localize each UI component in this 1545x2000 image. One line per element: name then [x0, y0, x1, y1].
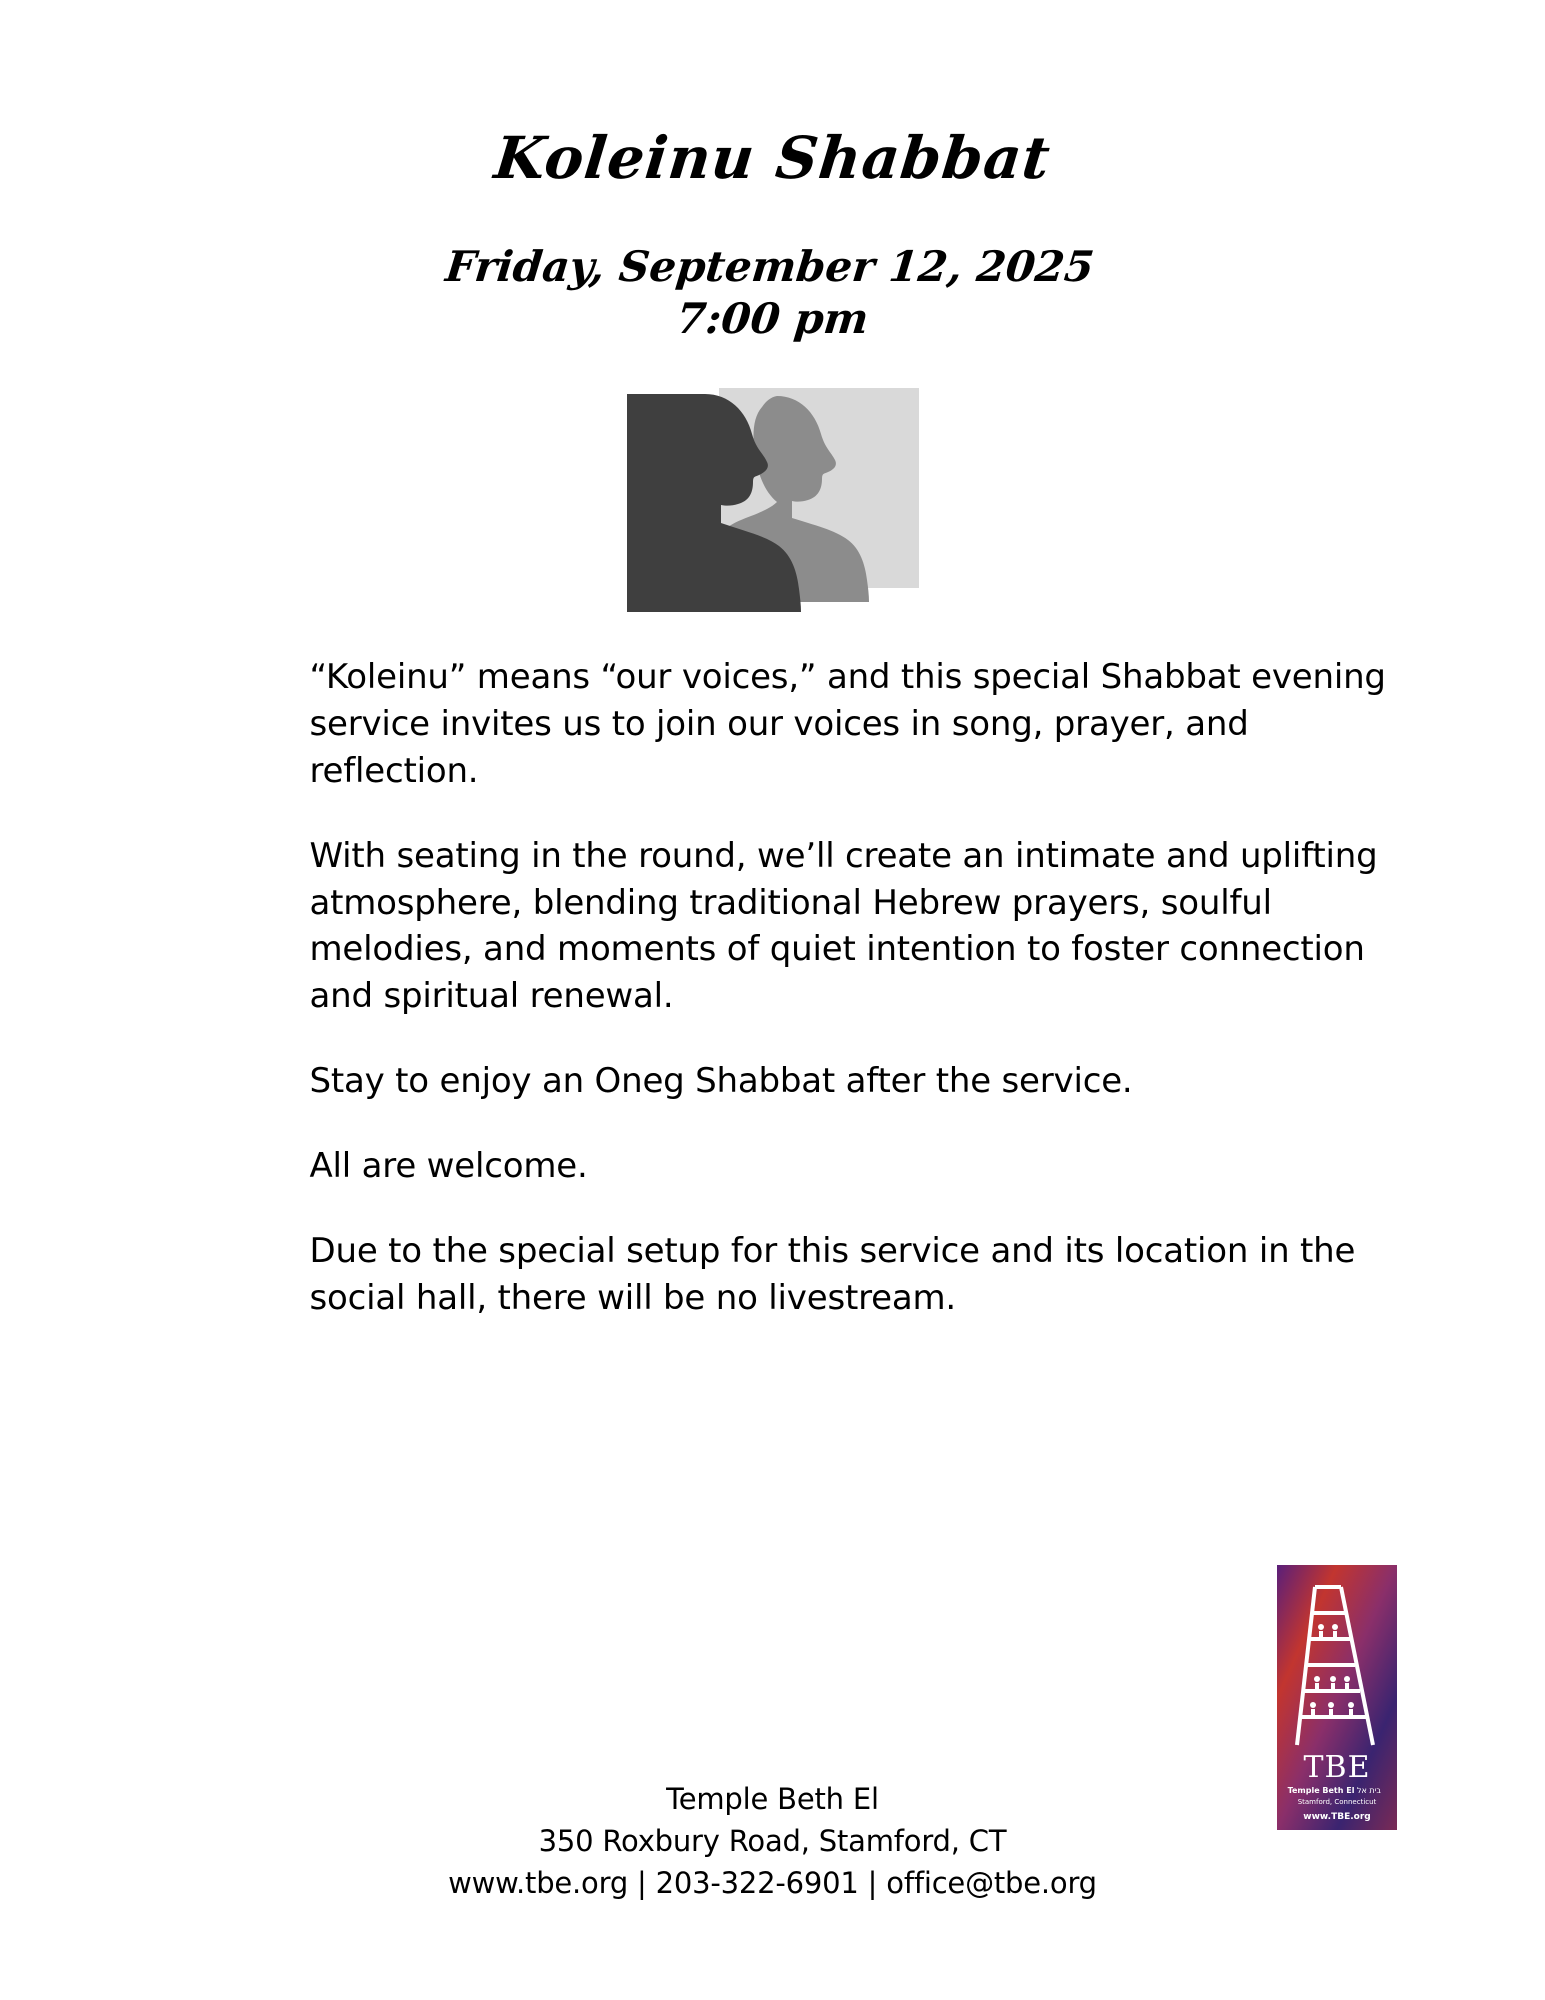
body-text	[158, 626, 1388, 1322]
title-block	[0, 0, 1545, 346]
paragraph-2: With seating in the round, we’ll create an intimate and uplifting atmosphere, blending traditional Hebrew prayers, soulful melodies, and moments of quiet intention to foster connection and spiritual renewal.	[309, 835, 1378, 1017]
footer-organization: Temple Beth El	[666, 1781, 879, 1816]
paragraph-1: “Koleinu” means “our voices,” and this special Shabbat evening service invites us to join our voices in song, prayer, and reflection.	[309, 656, 1386, 791]
event-time: 7:00 pm	[674, 294, 871, 344]
footer-contact[interactable]: www.tbe.org | 203-322-6901 | office@tbe.org	[448, 1865, 1097, 1900]
footer-address: 350 Roxbury Road, Stamford, CT	[538, 1823, 1007, 1858]
svg-text:TBE: TBE	[1303, 1750, 1371, 1785]
paragraph-3: Stay to enjoy an Oneg Shabbat after the service.	[309, 1061, 1133, 1102]
footer	[0, 1778, 1545, 1904]
event-date: Friday, September 12, 2025	[443, 241, 1097, 291]
svg-text:בית אל: בית אל	[1356, 1786, 1382, 1795]
svg-text:Temple Beth El: Temple Beth El	[1287, 1786, 1355, 1795]
page-title: Koleinu Shabbat	[491, 124, 1054, 192]
svg-text:www.TBE.org: www.TBE.org	[1303, 1812, 1371, 1822]
artwork-container	[0, 388, 1545, 626]
paragraph-4: All are welcome.	[309, 1146, 588, 1187]
paragraph-5: Due to the special setup for this service and its location in the social hall, there will be no livestream.	[309, 1231, 1356, 1318]
two-faces-silhouette-icon	[627, 388, 919, 626]
svg-text:Stamford, Connecticut: Stamford, Connecticut	[1297, 1798, 1377, 1806]
